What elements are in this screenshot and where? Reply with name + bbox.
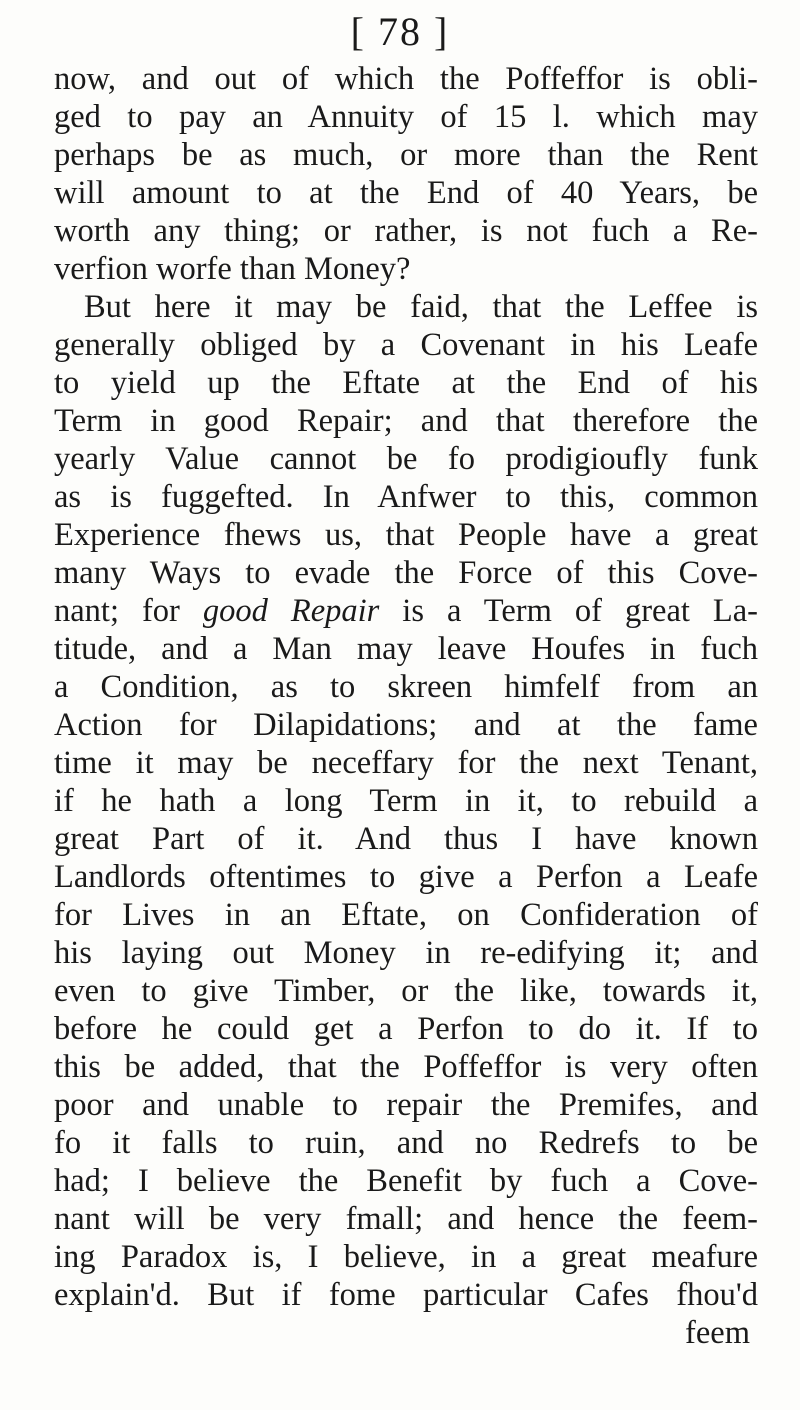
- text-line: will amount to at the End of 40 Years, be: [54, 175, 758, 211]
- text-segment: nant; for: [54, 593, 203, 629]
- text-line: perhaps be as much, or more than the Rent: [54, 137, 758, 173]
- text-line: titude, and a Man may leave Houfes in fuch: [54, 631, 758, 667]
- text-line: had; I believe the Benefit by fuch a Cove-: [54, 1163, 758, 1199]
- text-line: ing Paradox is, I believe, in a great meafure: [54, 1239, 758, 1275]
- text-line: his laying out Money in re-edifying it; and: [54, 935, 758, 971]
- text-line: explain'd. But if fome particular Cafes fhou'd: [54, 1277, 758, 1313]
- italic-phrase: good Repair: [202, 593, 380, 629]
- text-line: nant will be very fmall; and hence the feem-: [54, 1201, 758, 1237]
- text-line-with-italic: [54, 592, 758, 630]
- text-line: Action for Dilapidations; and at the fame: [54, 707, 758, 743]
- text-line: this be added, that the Poffeffor is very often: [54, 1049, 758, 1085]
- text-line: many Ways to evade the Force of this Cove-: [54, 555, 758, 591]
- text-line: fo it falls to ruin, and no Redrefs to be: [54, 1125, 758, 1161]
- text-line: as is fuggefted. In Anfwer to this, common: [54, 479, 758, 515]
- paragraph-start-line: But here it may be faid, that the Leffee is: [84, 289, 758, 325]
- text-line: Landlords oftentimes to give a Perfon a Leafe: [54, 859, 758, 895]
- text-line: Term in good Repair; and that therefore the: [54, 403, 758, 439]
- page-number: [ 78 ]: [350, 9, 450, 54]
- text-line: Experience fhews us, that People have a great: [54, 517, 758, 553]
- text-line: to yield up the Eftate at the End of his: [54, 365, 758, 401]
- text-line: for Lives in an Eftate, on Confideration of: [54, 897, 758, 933]
- text-line: a Condition, as to skreen himfelf from an: [54, 669, 758, 705]
- text-line: worth any thing; or rather, is not fuch a Re-: [54, 213, 758, 249]
- text-line: now, and out of which the Poffeffor is obli-: [54, 61, 758, 97]
- text-line: before he could get a Perfon to do it. If to: [54, 1011, 758, 1047]
- catchword: feem: [685, 1315, 750, 1351]
- text-line: yearly Value cannot be fo prodigioufly funk: [54, 441, 758, 477]
- text-line: ged to pay an Annuity of 15 l. which may: [54, 99, 758, 135]
- text-line: poor and unable to repair the Premifes, and: [54, 1087, 758, 1123]
- text-line: generally obliged by a Covenant in his Leafe: [54, 327, 758, 363]
- text-line: time it may be neceffary for the next Tenant,: [54, 745, 758, 781]
- text-line: if he hath a long Term in it, to rebuild a: [54, 783, 758, 819]
- text-line: great Part of it. And thus I have known: [54, 821, 758, 857]
- body-text: [54, 60, 758, 1352]
- text-line: verfion worfe than Money?: [54, 251, 411, 287]
- text-line: even to give Timber, or the like, towards it,: [54, 973, 758, 1009]
- text-segment: is a Term of great La-: [379, 593, 758, 629]
